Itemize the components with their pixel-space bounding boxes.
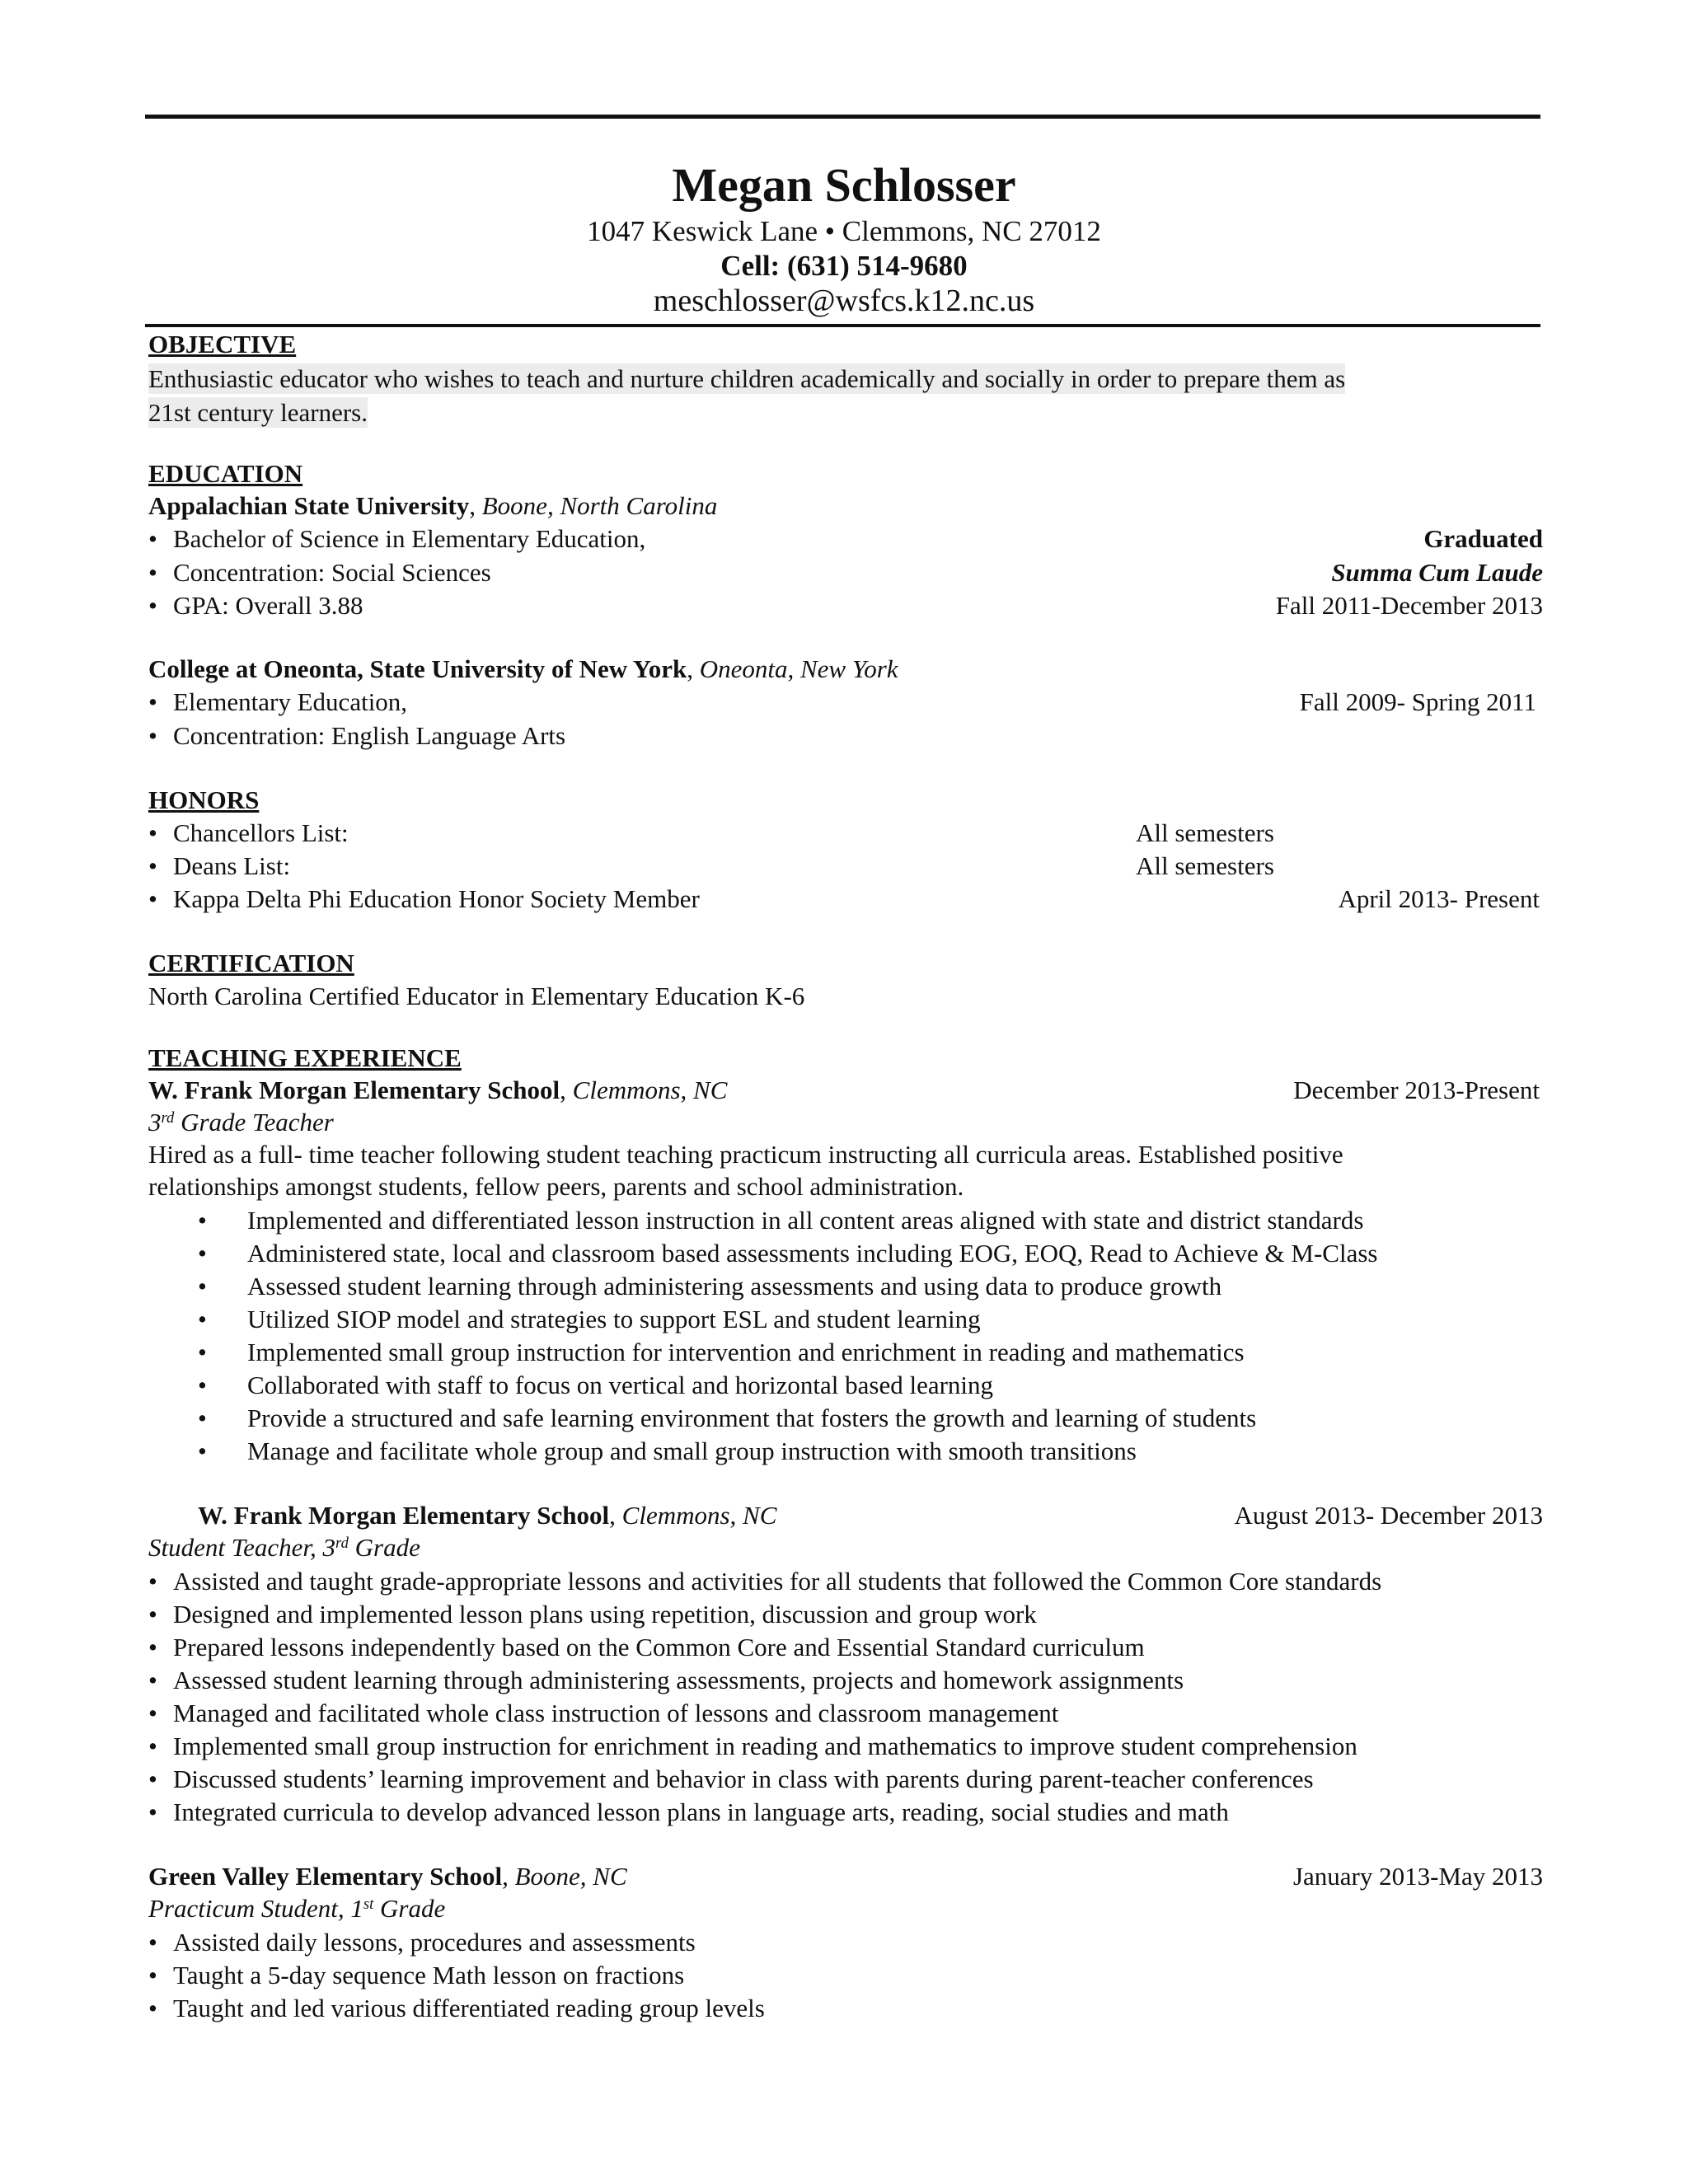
job-2-dates: August 2013- December 2013	[1234, 1501, 1543, 1530]
objective-line-2: 21st century learners.	[148, 398, 368, 427]
job-2-role: Student Teacher, 3rd Grade	[148, 1533, 420, 1562]
job-3-school: Green Valley Elementary School	[148, 1862, 503, 1891]
list-item: • GPA: Overall 3.88	[148, 591, 363, 620]
list-item: • Administered state, local and classroom based assessments including EOG, EOQ, Read to Achieve & M-Class	[198, 1239, 1378, 1268]
job-3-location: Boone, NC	[514, 1862, 627, 1891]
objective-line-1: Enthusiastic educator who wishes to teach and nurture children academically and socially in order to prepare them as	[148, 364, 1346, 393]
school-1-name: Appalachian State University	[148, 491, 470, 520]
school-2-dates: Fall 2009- Spring 2011	[1299, 687, 1536, 716]
header-rule	[145, 324, 1540, 327]
honor-dates: April 2013- Present	[1338, 884, 1540, 913]
list-item: • Collaborated with staff to focus on vertical and horizontal based learning	[198, 1371, 994, 1399]
list-item: • Assisted and taught grade-appropriate lessons and activities for all students that followed the Common Core standards	[148, 1567, 1382, 1596]
list-item: • Prepared lessons independently based on the Common Core and Essential Standard curriculum	[148, 1633, 1145, 1661]
address: 1047 Keswick Lane • Clemmons, NC 27012	[587, 215, 1101, 247]
school-2-location: Oneonta, New York	[699, 654, 898, 683]
list-item: • Managed and facilitated whole class instruction of lessons and classroom management	[148, 1699, 1059, 1727]
job-2-line: W. Frank Morgan Elementary School, Clemmons, NC	[198, 1501, 777, 1530]
list-item: • Elementary Education,	[148, 687, 408, 716]
list-item: • Integrated curricula to develop advanced lesson plans in language arts, reading, social studies and math	[148, 1797, 1229, 1826]
job-1-line: W. Frank Morgan Elementary School, Clemmons, NC	[148, 1076, 728, 1104]
list-item: • Designed and implemented lesson plans using repetition, discussion and group work	[148, 1600, 1037, 1629]
list-item: • Implemented and differentiated lesson instruction in all content areas aligned with state and district standards	[198, 1206, 1364, 1235]
list-item: • Implemented small group instruction for enrichment in reading and mathematics to improve student comprehension	[148, 1732, 1357, 1760]
list-item: • Implemented small group instruction for intervention and enrichment in reading and mathematics	[198, 1338, 1245, 1366]
list-item: • Concentration: English Language Arts	[148, 721, 566, 750]
certification-heading: CERTIFICATION	[148, 949, 354, 977]
school-1-location: Boone, North Carolina	[481, 491, 718, 520]
list-item: • Kappa Delta Phi Education Honor Society Member	[148, 884, 700, 913]
job-1-role: 3rd Grade Teacher	[148, 1108, 334, 1137]
job-1-desc-2: relationships amongst students, fellow peers, parents and school administration.	[148, 1172, 964, 1201]
objective-heading: OBJECTIVE	[148, 330, 297, 359]
applicant-name: Megan Schlosser	[672, 158, 1016, 212]
honor-latin: Summa Cum Laude	[1331, 558, 1543, 587]
job-1-desc-1: Hired as a full- time teacher following student teaching practicum instructing all curricula areas. Established positive	[148, 1140, 1343, 1169]
job-2-location: Clemmons, NC	[621, 1501, 777, 1530]
list-item: • Chancellors List:	[148, 818, 349, 847]
school-1-line: Appalachian State University, Boone, North Carolina	[148, 491, 718, 520]
list-item: • Deans List:	[148, 851, 291, 880]
list-item: • Taught and led various differentiated reading group levels	[148, 1994, 765, 2022]
job-1-location: Clemmons, NC	[572, 1076, 728, 1104]
list-item: • Bachelor of Science in Elementary Education,	[148, 524, 646, 553]
job-3-line: Green Valley Elementary School, Boone, NC	[148, 1862, 627, 1891]
job-3-dates: January 2013-May 2013	[1292, 1862, 1543, 1891]
education-heading: EDUCATION	[148, 459, 303, 488]
email[interactable]: meschlosser@wsfcs.k12.nc.us	[653, 284, 1035, 318]
list-item: • Discussed students’ learning improvement and behavior in class with parents during parent-teacher conferences	[148, 1765, 1314, 1793]
list-item: • Provide a structured and safe learning environment that fosters the growth and learning of students	[198, 1404, 1257, 1432]
school-2-line: College at Oneonta, State University of New York, Oneonta, New York	[148, 654, 898, 683]
list-item: • Assessed student learning through administering assessments and using data to produce growth	[198, 1272, 1222, 1301]
job-1-school: W. Frank Morgan Elementary School	[148, 1076, 560, 1104]
honors-heading: HONORS	[148, 785, 260, 814]
cell-phone: Cell: (631) 514-9680	[720, 250, 968, 282]
top-rule	[145, 115, 1540, 119]
list-item: • Taught a 5-day sequence Math lesson on fractions	[148, 1961, 685, 1990]
honor-frequency: All semesters	[1136, 851, 1274, 880]
job-2-school: W. Frank Morgan Elementary School	[198, 1501, 610, 1530]
job-3-role: Practicum Student, 1st Grade	[148, 1894, 446, 1923]
job-1-dates: December 2013-Present	[1293, 1076, 1540, 1104]
list-item: • Manage and facilitate whole group and small group instruction with smooth transitions	[198, 1436, 1137, 1465]
school-2-name: College at Oneonta, State University of New York	[148, 654, 687, 683]
teaching-heading: TEACHING EXPERIENCE	[148, 1043, 462, 1072]
school-1-dates: Fall 2011-December 2013	[1275, 591, 1543, 620]
list-item: • Concentration: Social Sciences	[148, 558, 491, 587]
honor-frequency: All semesters	[1136, 818, 1274, 847]
list-item: • Utilized SIOP model and strategies to support ESL and student learning	[198, 1305, 981, 1333]
list-item: • Assisted daily lessons, procedures and assessments	[148, 1928, 696, 1957]
graduation-status: Graduated	[1423, 524, 1543, 553]
certification-text: North Carolina Certified Educator in Elementary Education K-6	[148, 982, 805, 1010]
list-item: • Assessed student learning through administering assessments, projects and homework assignments	[148, 1666, 1184, 1694]
